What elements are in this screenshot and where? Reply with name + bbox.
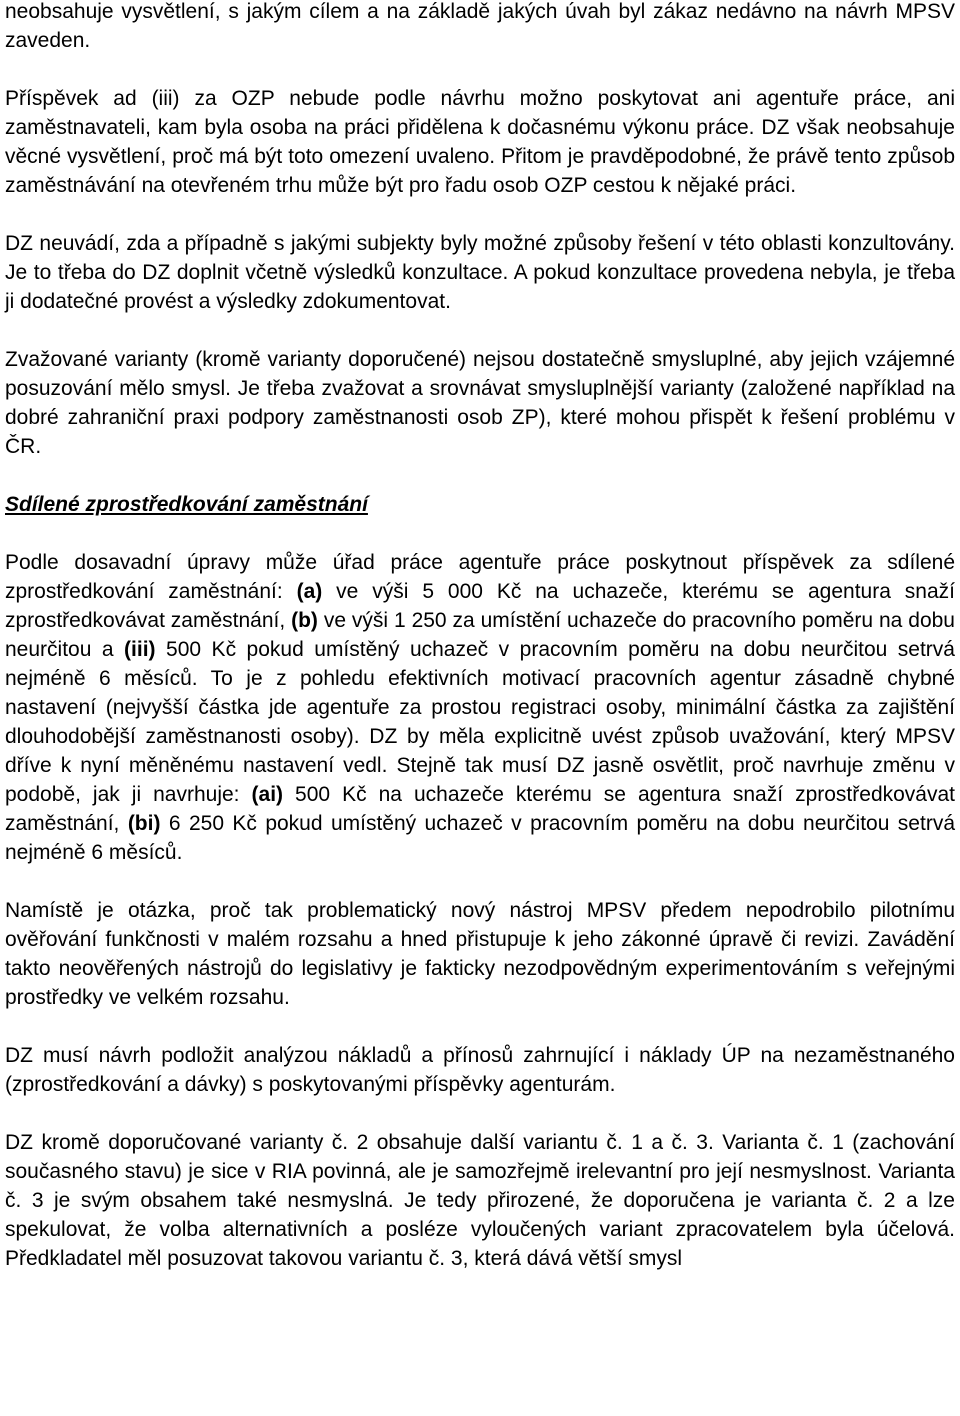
- sentence: Zavádění takto neověřených nástrojů do legislativy je fakticky nezodpovědným experimentováním s veřejnými prostředky ve velkém rozsahu.: [5, 928, 955, 1009]
- text-run: Podle dosavadní úpravy může úřad práce agentuře práce poskytnout příspěvek za sdílené zprostředkování zaměstnání:: [5, 551, 955, 603]
- sentence: Namístě je otázka, proč tak problematický nový nástroj MPSV předem nepodrobilo pilotnímu ověřování funkčnosti v malém rozsahu a hned přistupuje k jeho zákonné úpravě či revizi.: [5, 899, 955, 951]
- sentence: DZ musí návrh podložit analýzou nákladů a přínosů zahrnující i náklady ÚP na nezaměstnaného (zprostředkování a dávky) s poskytovanými příspěvky agenturám.: [5, 1044, 955, 1096]
- sentence: A pokud konzultace provedena nebyla, je třeba ji dodatečné provést a výsledky zdokumentovat.: [5, 261, 955, 313]
- paragraph-shared-placement: [5, 548, 955, 867]
- text-run: DZ by měla explicitně uvést způsob uvažování, který MPSV dříve k nyní měněnému nastavení vedl.: [5, 725, 955, 777]
- sentence: DZ neuvádí, zda a případně s jakými subjekty byly možné způsoby řešení v této oblasti konzultovány.: [5, 232, 955, 255]
- bold-marker-b: (b): [291, 609, 318, 632]
- sentence: DZ kromě doporučované varianty č. 2 obsahuje další variantu č. 1 a č. 3.: [5, 1131, 714, 1154]
- sentence: Varianta č. 1 (zachování současného stavu) je sice v RIA povinná, ale je samozřejmě irelevantní pro její nesmyslnost.: [5, 1131, 956, 1183]
- sentence: Je to třeba do DZ doplnit včetně výsledků konzultace.: [5, 261, 509, 284]
- sentence: Předkladatel měl posuzovat takovou variantu č. 3, která dává větší smysl: [5, 1247, 682, 1270]
- text-run: ve výši 5 000 Kč na uchazeče, kterému se agentura snaží zprostředkovávat zaměstnání,: [5, 580, 955, 632]
- bold-marker-iii: (iii): [124, 638, 156, 661]
- sentence: Příspěvek ad (iii) za OZP nebude podle návrhu možno poskytovat ani agentuře práce, ani zaměstnavateli, kam byla osoba na práci přidělena k dočasnému výkonu práce.: [5, 87, 955, 139]
- paragraph-pilot-testing: [5, 896, 955, 1012]
- sentence: Přitom je pravděpodobné, že právě tento způsob zaměstnávání na otevřeném trhu může být pro řadu osob OZP cestou k nějaké práci.: [5, 145, 956, 197]
- bold-marker-a: (a): [296, 580, 323, 603]
- sentence: neobsahuje vysvětlení, s jakým cílem a na základě jakých úvah byl zákaz nedávno na návrh MPSV zaveden.: [5, 0, 955, 52]
- sentence: Je tedy přirozené, že doporučena je varianta č. 2 a lze spekulovat, že volba alternativních a posléze vyloučených variant zpracovatelem byla účelová.: [5, 1189, 955, 1241]
- text-run: To je z pohledu efektivních motivací pracovních agentur zásadně chybné nastavení (nejvyšší částka jde agentuře za prostou registraci osoby, minimální částka za zajištění dlouhodobější zaměstnanosti osoby).: [5, 667, 955, 748]
- sentence: DZ však neobsahuje věcné vysvětlení, proč má být toto omezení uvaleno.: [5, 116, 955, 168]
- sentence: Je třeba zvažovat a srovnávat smysluplnější varianty (založené například na dobré zahraniční praxi podpory zaměstnanosti osob ZP), které mohou přispět k řešení problému v ČR.: [5, 377, 955, 458]
- paragraph-contribution-ozp: [5, 84, 955, 200]
- bold-marker-ai: (ai): [251, 783, 284, 806]
- paragraph-variants-assessment: [5, 1128, 955, 1273]
- document-page: [5, 0, 955, 1273]
- bold-marker-bi: (bi): [127, 812, 161, 835]
- text-run: 500 Kč na uchazeče kterému se agentura snaží zprostředkovávat zaměstnání,: [5, 783, 955, 835]
- sentence: Zvažované varianty (kromě varianty doporučené) nejsou dostatečně smysluplné, aby jejich vzájemné posuzování mělo smysl.: [5, 348, 955, 400]
- paragraph-consultations: [5, 229, 955, 316]
- text-run: ve výši 1 250 za umístění uchazeče do pracovního poměru na dobu neurčitou a: [5, 609, 955, 661]
- sentence: Varianta č. 3 je svým obsahem také nesmyslná.: [5, 1160, 955, 1212]
- text-run: 500 Kč pokud umístěný uchazeč v pracovním poměru na dobu neurčitou setrvá nejméně 6 měsíců.: [5, 638, 955, 690]
- text-run: Stejně tak musí DZ jasně osvětlit, proč navrhuje změnu v podobě, jak ji navrhuje:: [5, 754, 955, 806]
- paragraph-considered-variants: [5, 345, 955, 461]
- paragraph-intro-continuation: [5, 0, 955, 55]
- paragraph-cost-benefit: [5, 1041, 955, 1099]
- text-run: 6 250 Kč pokud umístěný uchazeč v pracovním poměru na dobu neurčitou setrvá nejméně 6 měsíců.: [5, 812, 955, 864]
- section-heading: Sdílené zprostředkování zaměstnání: [5, 493, 368, 516]
